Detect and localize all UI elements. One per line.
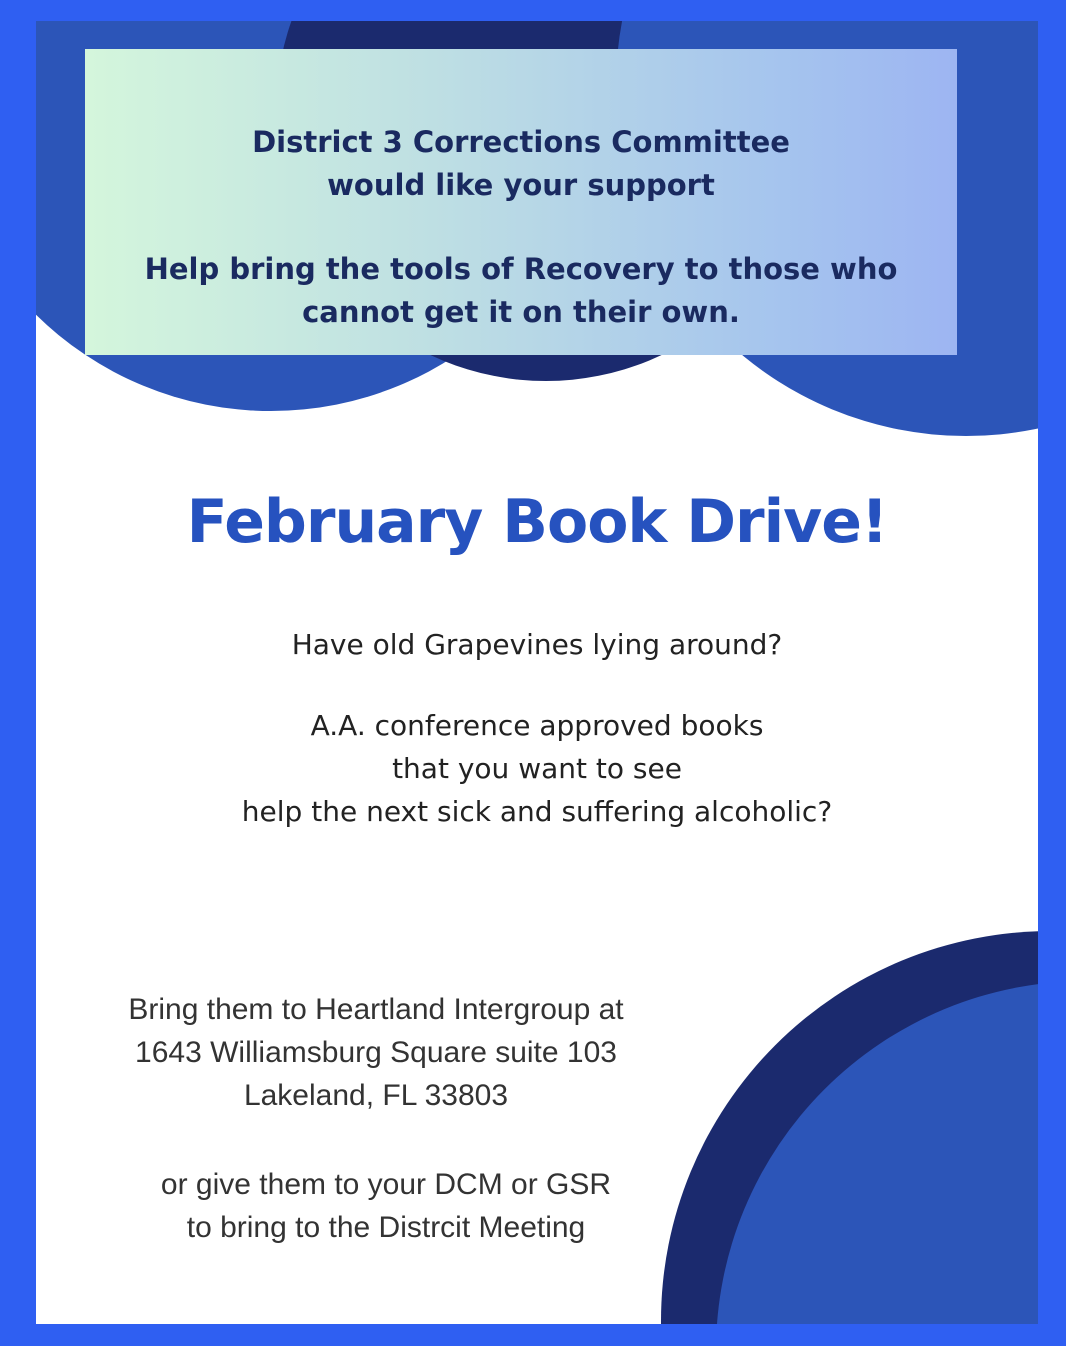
books-question-line: help the next sick and suffering alcoholic? [241,795,833,828]
dropoff-address [36,988,716,1117]
address-line: 1643 Williamsburg Square suite 103 [135,1036,617,1069]
banner-body [85,248,957,334]
grapevines-question: Have old Grapevines lying around? [291,628,783,661]
alternative-line: or give them to your DCM or GSR [160,1168,612,1201]
alternative-line: to bring to the Distrcit Meeting [186,1211,586,1244]
books-question [36,704,1038,833]
banner-heading [85,121,957,207]
books-question-line: A.A. conference approved books [310,709,764,742]
banner-heading-line: District 3 Corrections Committee [252,125,790,159]
books-question-line: that you want to see [392,752,682,785]
banner-body-line: cannot get it on their own. [302,295,740,329]
banner-body-line: Help bring the tools of Recovery to those who [144,252,898,286]
page-title: February Book Drive! [186,487,888,557]
address-line: Lakeland, FL 33803 [243,1079,509,1112]
flyer-page [36,21,1038,1324]
address-line: Bring them to Heartland Intergroup at [128,993,624,1026]
banner-heading-line: would like your support [327,168,715,202]
alternative-dropoff [36,1163,736,1249]
support-banner [85,49,957,355]
